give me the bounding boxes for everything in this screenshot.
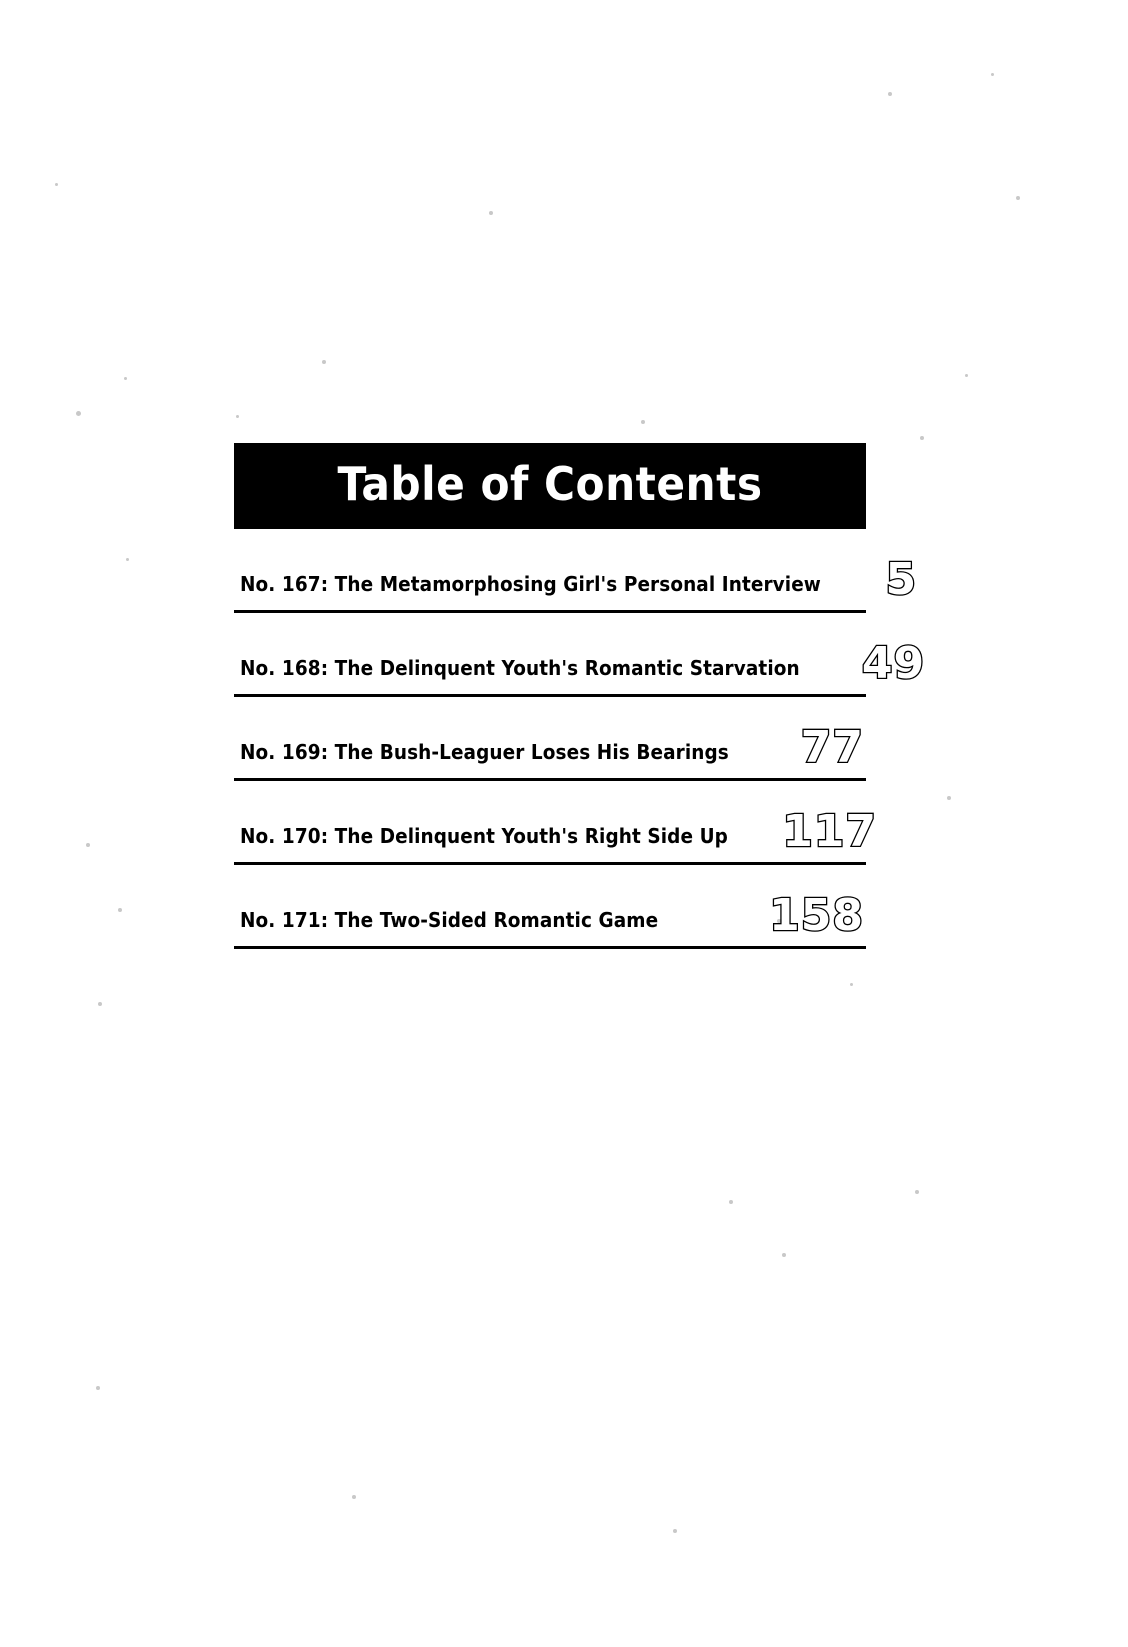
paper-speck — [55, 183, 58, 186]
paper-speck — [76, 411, 81, 416]
paper-speck — [888, 92, 892, 96]
paper-speck — [352, 1495, 356, 1499]
page-title: Table of Contents — [337, 457, 763, 511]
toc-entry-list — [234, 529, 926, 949]
paper-speck — [1016, 196, 1020, 200]
paper-speck — [118, 908, 122, 912]
paper-speck — [729, 1200, 733, 1204]
toc-entry-title: No. 169: The Bush-Leaguer Loses His Bearings — [240, 740, 729, 764]
toc-entry-page-number: 49 — [861, 638, 926, 689]
toc-entry-page-number: 158 — [769, 890, 864, 941]
toc-entry[interactable] — [234, 781, 878, 865]
paper-speck — [489, 211, 493, 215]
toc-entry[interactable] — [234, 529, 918, 613]
toc-entry[interactable] — [234, 697, 866, 781]
toc-entry-title: No. 170: The Delinquent Youth's Right Side Up — [240, 824, 728, 848]
paper-speck — [322, 360, 326, 364]
paper-speck — [86, 843, 90, 847]
table-of-contents — [234, 443, 926, 949]
toc-entry-page-number: 77 — [800, 722, 864, 773]
paper-speck — [782, 1253, 786, 1257]
paper-speck — [965, 374, 968, 377]
paper-speck — [920, 436, 924, 440]
paper-speck — [236, 415, 239, 418]
toc-entry-title: No. 168: The Delinquent Youth's Romantic Starvation — [240, 656, 800, 680]
toc-entry-title: No. 171: The Two-Sided Romantic Game — [240, 908, 659, 932]
paper-speck — [98, 1002, 102, 1006]
toc-title-banner — [234, 443, 866, 529]
paper-speck — [641, 420, 645, 424]
toc-entry-page-number: 117 — [782, 806, 878, 857]
paper-speck — [850, 983, 853, 986]
toc-entry[interactable] — [234, 865, 866, 949]
paper-speck — [947, 796, 951, 800]
paper-speck — [915, 1190, 919, 1194]
paper-speck — [673, 1529, 677, 1533]
paper-speck — [126, 558, 129, 561]
paper-speck — [991, 73, 994, 76]
toc-entry-title: No. 167: The Metamorphosing Girl's Personal Interview — [240, 572, 821, 596]
paper-speck — [124, 377, 127, 380]
toc-entry[interactable] — [234, 613, 926, 697]
toc-entry-page-number: 5 — [885, 554, 918, 605]
paper-speck — [96, 1386, 100, 1390]
